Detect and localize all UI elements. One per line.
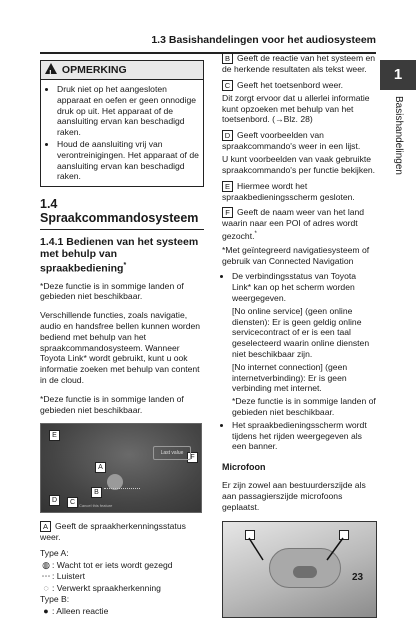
spinner-icon: ◌ xyxy=(43,582,49,593)
body-paragraph: Verschillende functies, zoals navigatie, audio en handsfree bellen kunnen worden bediend met behulp van het spraakcommandosysteem. Wanneer Toyota Link* wordt gebruikt, kunt u ook informatie zoeken met behulp van content in de cloud. xyxy=(40,310,201,386)
screen-label-c: C xyxy=(67,497,78,508)
screen-label-d: D xyxy=(49,495,60,506)
page-header xyxy=(40,30,376,54)
bullet-list xyxy=(222,271,377,452)
screen-label-e: E xyxy=(49,430,60,441)
legend-item-f: F Geeft de naam weer van het land waarin naar een POI of adres wordt gezocht.* xyxy=(222,207,365,242)
letter-box-d: D xyxy=(222,130,233,141)
legend-item-a: A Geeft de spraakherkenningsstatus weer. xyxy=(40,521,186,543)
legend-item-c: C Geeft het toetsenbord weer. xyxy=(222,80,377,91)
warning-title: OPMERKING xyxy=(61,64,127,76)
letter-box-a: A xyxy=(40,521,51,532)
right-column xyxy=(222,53,377,618)
screen-label-b: B xyxy=(91,487,102,498)
listening-dots-icon: ⋯ xyxy=(41,571,51,582)
bullet-item: • Het spraakbedieningsscherm wordt tijdens het rijden weergegeven als een banner. xyxy=(232,420,377,452)
screen-country-field: Last value xyxy=(153,446,191,460)
bullet-offline: [No internet connection] (geen internetverbinding): Er is geen verbinding met internet. xyxy=(232,361,348,394)
legend-item-b: B Geeft de reactie van het systeem en de herkende resultaten als tekst weer. xyxy=(222,53,376,74)
page-header-title: 1.3 Basishandelingen voor het audiosysteem xyxy=(151,34,376,46)
warning-list xyxy=(41,84,199,182)
bullet-item: • De verbindingsstatus van Toyota Link* kan op het scherm worden weergegeven. [No online service] (geen online diensten): Er is geen geldig online servicecontract of er is een taal geselecteerd waarin online diensten niet beschikbaar zijn. [No internet connection] (geen internetverbinding): Er is geen verbinding met internet. *Deze functie is in sommige landen of gebieden niet beschikbaar. xyxy=(232,271,377,417)
warning-item: • Houd de aansluiting vrij van verontreinigingen. Het apparaat of de aansluiting ervan kan beschadigd raken. xyxy=(57,139,199,182)
section-title: 1.4 Spraakcommandosysteem xyxy=(40,197,199,226)
type-a-label: Type A: xyxy=(40,548,69,559)
warning-triangle-icon: ! xyxy=(45,63,57,74)
left-column xyxy=(40,60,204,617)
warning-item: • Druk niet op het aangesloten apparaat en oefen er geen onnodige druk op uit. Het apparaat of de aansluiting ervan kan beschadigd raken. xyxy=(57,84,199,138)
status-row: ◍ : Wacht tot er iets wordt gezegd xyxy=(40,560,204,572)
microphone-text: Er zijn zowel aan bestuurderszijde als aan passagierszijde microfoons geplaatst. xyxy=(222,480,366,512)
type-b-label: Type B: xyxy=(40,594,70,605)
legend-item-e: E Hiermee wordt het spraakbedieningsscherm gesloten. xyxy=(222,180,355,202)
subsection-title: 1.4.1 Bedienen van het systeem met behulp van spraakbediening* xyxy=(40,236,199,275)
letter-box-f: F xyxy=(222,207,233,218)
legend-footnote-f: *Met geïntegreerd navigatiesysteem of gebruik van Connected Navigation xyxy=(222,244,370,266)
screen-bottom-label: Cancel this feature xyxy=(79,503,113,509)
warning-header xyxy=(41,61,203,80)
letter-box-c: C xyxy=(222,80,233,91)
mic-wave-icon: ◍ xyxy=(42,559,50,570)
letter-box-b: B xyxy=(222,53,233,64)
microphone-photo xyxy=(222,521,377,618)
letter-box-e: E xyxy=(222,181,233,192)
microphone-heading: Microfoon xyxy=(222,462,266,473)
chapter-number-badge: 1 xyxy=(380,60,416,90)
legend-note-d: U kunt voorbeelden van vaak gebruikte spraakcommando's per functie bekijken. xyxy=(222,153,376,175)
status-row: ◌ : Verwerkt spraakherkenning xyxy=(40,583,204,595)
page-number: 23 xyxy=(352,572,364,583)
status-row: ⋯ : Luistert xyxy=(41,571,85,582)
warning-box xyxy=(40,60,204,187)
footnote-paragraph: *Deze functie is in sommige landen of gebieden niet beschikbaar. xyxy=(40,393,184,415)
section-rule xyxy=(40,229,204,230)
screen-response-text xyxy=(104,488,140,493)
chapter-side-title: Basishandelingen xyxy=(393,96,404,175)
screen-label-f: F xyxy=(187,452,198,463)
screen-background xyxy=(41,424,201,512)
status-row: ● : Alleen reactie xyxy=(40,606,204,618)
screen-label-a: A xyxy=(95,462,106,473)
mic-arrows-svg xyxy=(223,522,376,617)
bullet-online: [No online service] (geen online diensten): Er is geen geldig online servicecontract of er is een taal geselecteerd waarin online diensten niet beschikbaar zijn. xyxy=(232,305,370,359)
bullet-note: *Deze functie is in sommige landen of gebieden niet beschikbaar. xyxy=(232,396,376,417)
voice-screen-illustration xyxy=(40,423,202,513)
reaction-dot-icon: ● xyxy=(43,605,49,616)
footnote-paragraph: *Deze functie is in sommige landen of gebieden niet beschikbaar. xyxy=(40,280,184,302)
legend-item-d: D Geeft voorbeelden van spraakcommando's weer in een lijst. xyxy=(222,130,361,152)
legend-note-c: Dit zorgt ervoor dat u allerlei informatie kunt opzoeken met behulp van het toetsenbord. (→Blz. 28) xyxy=(222,92,370,125)
